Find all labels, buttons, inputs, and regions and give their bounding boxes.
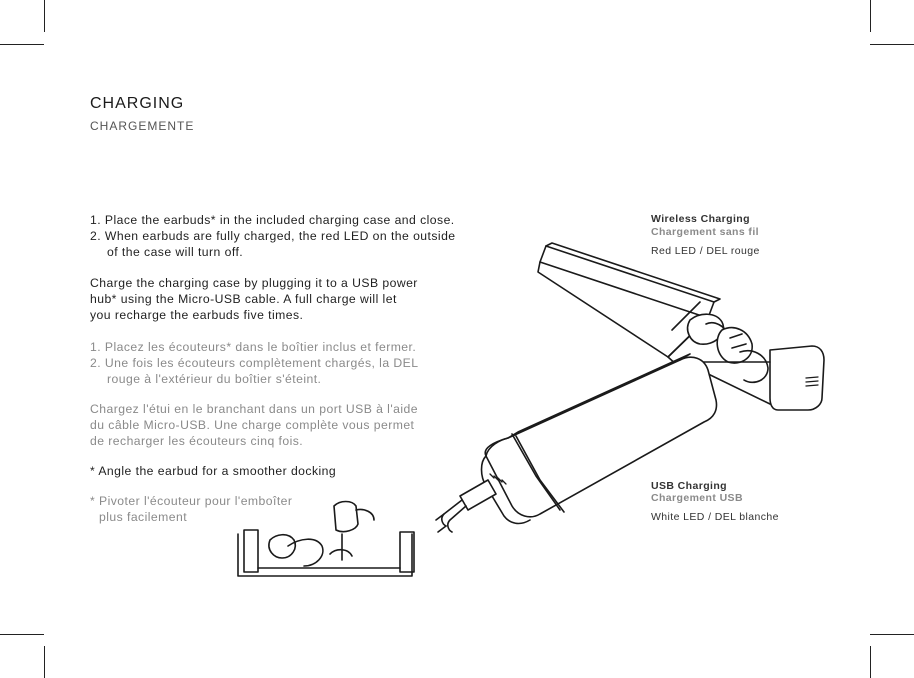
english-paragraph-line-1: Charge the charging case by plugging it to a USB power	[90, 276, 418, 290]
french-step-2-cont: rouge à l'extérieur du boîtier s'éteint.	[107, 372, 322, 386]
page-title: CHARGING	[90, 95, 185, 112]
earbud-docking-illustration	[238, 502, 414, 577]
wireless-charging-label-fr: Chargement sans fil	[651, 226, 759, 238]
english-step-2: 2. When earbuds are fully charged, the red LED on the outside	[90, 229, 456, 243]
french-paragraph-line-3: de recharger les écouteurs cinq fois.	[90, 434, 304, 448]
english-step-2-cont: of the case will turn off.	[107, 245, 244, 259]
english-paragraph-line-3: you recharge the earbuds five times.	[90, 308, 304, 322]
usb-charging-label: USB Charging	[651, 480, 727, 492]
french-note-line-1: * Pivoter l'écouteur pour l'emboîter	[90, 494, 293, 508]
english-paragraph-line-2: hub* using the Micro-USB cable. A full charge will let	[90, 292, 397, 306]
french-note-line-2: plus facilement	[99, 510, 188, 524]
english-note-text: * Angle the earbud for a smoother docking	[90, 464, 337, 478]
french-paragraph-line-2: du câble Micro-USB. Une charge complète vous permet	[90, 418, 415, 432]
wireless-led-label: Red LED / DEL rouge	[651, 245, 760, 257]
usb-case-illustration	[436, 354, 717, 532]
page-subtitle: CHARGEMENTE	[90, 119, 195, 133]
french-paragraph-line-1: Chargez l'étui en le branchant dans un port USB à l'aide	[90, 402, 418, 416]
usb-led-label: White LED / DEL blanche	[651, 511, 779, 523]
usb-charging-label-fr: Chargement USB	[651, 492, 743, 504]
french-step-1: 1. Placez les écouteurs* dans le boîtier inclus et fermer.	[90, 340, 417, 354]
wireless-charging-label: Wireless Charging	[651, 213, 750, 225]
french-step-2: 2. Une fois les écouteurs complètement chargés, la DEL	[90, 356, 419, 370]
english-step-1: 1. Place the earbuds* in the included charging case and close.	[90, 213, 455, 227]
